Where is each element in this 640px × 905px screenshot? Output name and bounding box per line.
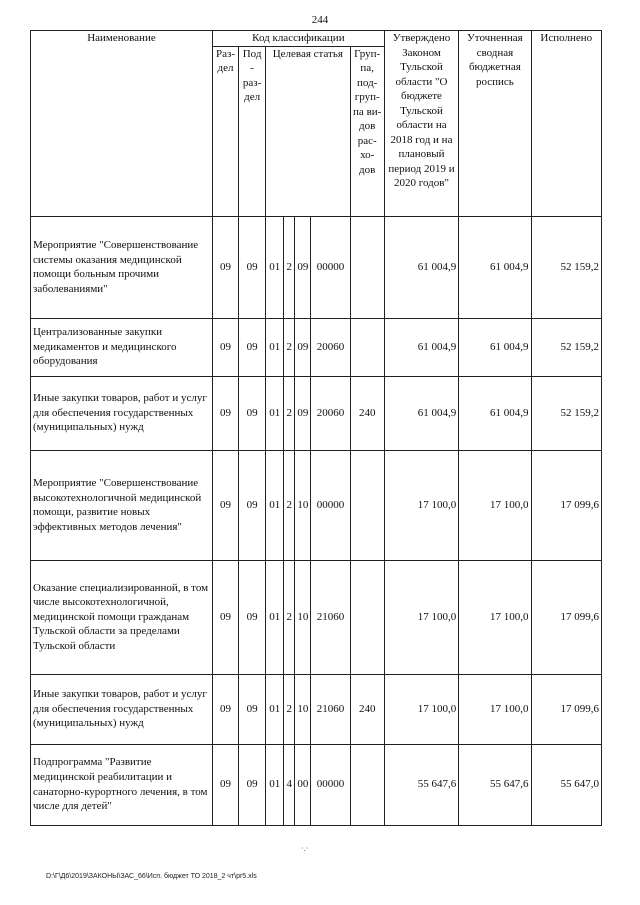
scan-mark: ·.· bbox=[301, 844, 309, 853]
row-target-subprogram: 4 bbox=[284, 744, 295, 825]
row-target-activity: 00 bbox=[295, 744, 311, 825]
row-executed: 52 159,2 bbox=[531, 376, 601, 450]
row-section: 09 bbox=[212, 674, 238, 744]
row-approved: 61 004,9 bbox=[384, 318, 458, 376]
row-refined: 17 100,0 bbox=[459, 450, 531, 560]
row-target-direction: 20060 bbox=[311, 318, 350, 376]
row-name: Иные закупки товаров, работ и услуг для обеспечения государственных (муниципальных) нужд bbox=[31, 674, 213, 744]
row-subsection: 09 bbox=[239, 674, 266, 744]
row-expense-group bbox=[350, 318, 384, 376]
row-refined: 17 100,0 bbox=[459, 560, 531, 674]
row-refined: 55 647,6 bbox=[459, 744, 531, 825]
row-refined: 61 004,9 bbox=[459, 216, 531, 318]
row-target-subprogram: 2 bbox=[284, 318, 295, 376]
row-subsection: 09 bbox=[239, 318, 266, 376]
row-target-subprogram: 2 bbox=[284, 376, 295, 450]
row-approved: 17 100,0 bbox=[384, 560, 458, 674]
row-target-program: 01 bbox=[266, 674, 284, 744]
row-section: 09 bbox=[212, 450, 238, 560]
row-target-activity: 10 bbox=[295, 560, 311, 674]
row-target-activity: 10 bbox=[295, 674, 311, 744]
row-name: Мероприятие "Совершенствование системы оказания медицинской помощи больным прочими заболеваниями" bbox=[31, 216, 213, 318]
row-target-activity: 09 bbox=[295, 318, 311, 376]
table-row bbox=[31, 216, 602, 318]
header-executed: Исполнено bbox=[531, 31, 601, 217]
row-target-program: 01 bbox=[266, 376, 284, 450]
row-target-subprogram: 2 bbox=[284, 674, 295, 744]
row-section: 09 bbox=[212, 744, 238, 825]
row-subsection: 09 bbox=[239, 216, 266, 318]
table-body bbox=[31, 216, 602, 825]
row-name: Мероприятие "Совершенствование высокотехнологичной медицинской помощи, развитие новых эффективных методов лечения" bbox=[31, 450, 213, 560]
row-expense-group bbox=[350, 744, 384, 825]
row-executed: 55 647,0 bbox=[531, 744, 601, 825]
row-executed: 52 159,2 bbox=[531, 216, 601, 318]
row-target-program: 01 bbox=[266, 216, 284, 318]
row-target-program: 01 bbox=[266, 560, 284, 674]
header-name: Наименование bbox=[31, 31, 213, 217]
row-target-direction: 21060 bbox=[311, 560, 350, 674]
header-section: Раз- дел bbox=[212, 46, 238, 216]
row-section: 09 bbox=[212, 376, 238, 450]
row-target-direction: 21060 bbox=[311, 674, 350, 744]
row-subsection: 09 bbox=[239, 450, 266, 560]
header-subsection: Под- раз- дел bbox=[239, 46, 266, 216]
row-subsection: 09 bbox=[239, 560, 266, 674]
header-target-item: Целевая статья bbox=[266, 46, 350, 216]
header-expense-group: Груп- па, под- груп- па ви- дов рас- хо- дов bbox=[350, 46, 384, 216]
row-target-program: 01 bbox=[266, 450, 284, 560]
row-refined: 17 100,0 bbox=[459, 674, 531, 744]
table-row bbox=[31, 318, 602, 376]
row-name: Централизованные закупки медикаментов и медицинского оборудования bbox=[31, 318, 213, 376]
table-row bbox=[31, 376, 602, 450]
row-target-program: 01 bbox=[266, 318, 284, 376]
row-name: Оказание специализированной, в том числе высокотехнологичной, медицинской помощи гражданам Тульской области за пределами Тульской области bbox=[31, 560, 213, 674]
row-target-program: 01 bbox=[266, 744, 284, 825]
row-expense-group: 240 bbox=[350, 376, 384, 450]
row-refined: 61 004,9 bbox=[459, 318, 531, 376]
table-row bbox=[31, 560, 602, 674]
header-refined: Уточненная сводная бюджетная роспись bbox=[459, 31, 531, 217]
footer-file-path: D:\Г\Д6\2019\ЗАКОНЫ\ЗАС_66\Исп. бюджет ТО 2018_2 чт\pr5.xls bbox=[46, 873, 257, 880]
row-subsection: 09 bbox=[239, 744, 266, 825]
table-row bbox=[31, 744, 602, 825]
row-approved: 17 100,0 bbox=[384, 450, 458, 560]
row-target-activity: 10 bbox=[295, 450, 311, 560]
row-target-direction: 20060 bbox=[311, 376, 350, 450]
row-section: 09 bbox=[212, 216, 238, 318]
header-approved: Утверждено Законом Тульской области "О бюджете Тульской области на 2018 год и на плановый период 2019 и 2020 годов" bbox=[384, 31, 458, 217]
row-target-direction: 00000 bbox=[311, 450, 350, 560]
row-approved: 61 004,9 bbox=[384, 376, 458, 450]
row-expense-group bbox=[350, 450, 384, 560]
row-section: 09 bbox=[212, 318, 238, 376]
row-executed: 17 099,6 bbox=[531, 674, 601, 744]
row-executed: 17 099,6 bbox=[531, 450, 601, 560]
row-target-subprogram: 2 bbox=[284, 216, 295, 318]
row-target-subprogram: 2 bbox=[284, 560, 295, 674]
row-approved: 17 100,0 bbox=[384, 674, 458, 744]
row-executed: 52 159,2 bbox=[531, 318, 601, 376]
row-subsection: 09 bbox=[239, 376, 266, 450]
row-name: Подпрограмма "Развитие медицинской реабилитации и санаторно-курортного лечения, в том числе для детей" bbox=[31, 744, 213, 825]
row-executed: 17 099,6 bbox=[531, 560, 601, 674]
table-row bbox=[31, 674, 602, 744]
header-classification: Код классификации bbox=[212, 31, 384, 47]
row-target-subprogram: 2 bbox=[284, 450, 295, 560]
row-approved: 61 004,9 bbox=[384, 216, 458, 318]
row-target-activity: 09 bbox=[295, 216, 311, 318]
budget-table bbox=[30, 30, 602, 826]
row-expense-group bbox=[350, 216, 384, 318]
page-number: 244 bbox=[311, 14, 329, 26]
row-expense-group: 240 bbox=[350, 674, 384, 744]
row-target-activity: 09 bbox=[295, 376, 311, 450]
row-approved: 55 647,6 bbox=[384, 744, 458, 825]
row-refined: 61 004,9 bbox=[459, 376, 531, 450]
row-target-direction: 00000 bbox=[311, 744, 350, 825]
table-row bbox=[31, 450, 602, 560]
row-section: 09 bbox=[212, 560, 238, 674]
row-name: Иные закупки товаров, работ и услуг для обеспечения государственных (муниципальных) нужд bbox=[31, 376, 213, 450]
row-expense-group bbox=[350, 560, 384, 674]
row-target-direction: 00000 bbox=[311, 216, 350, 318]
